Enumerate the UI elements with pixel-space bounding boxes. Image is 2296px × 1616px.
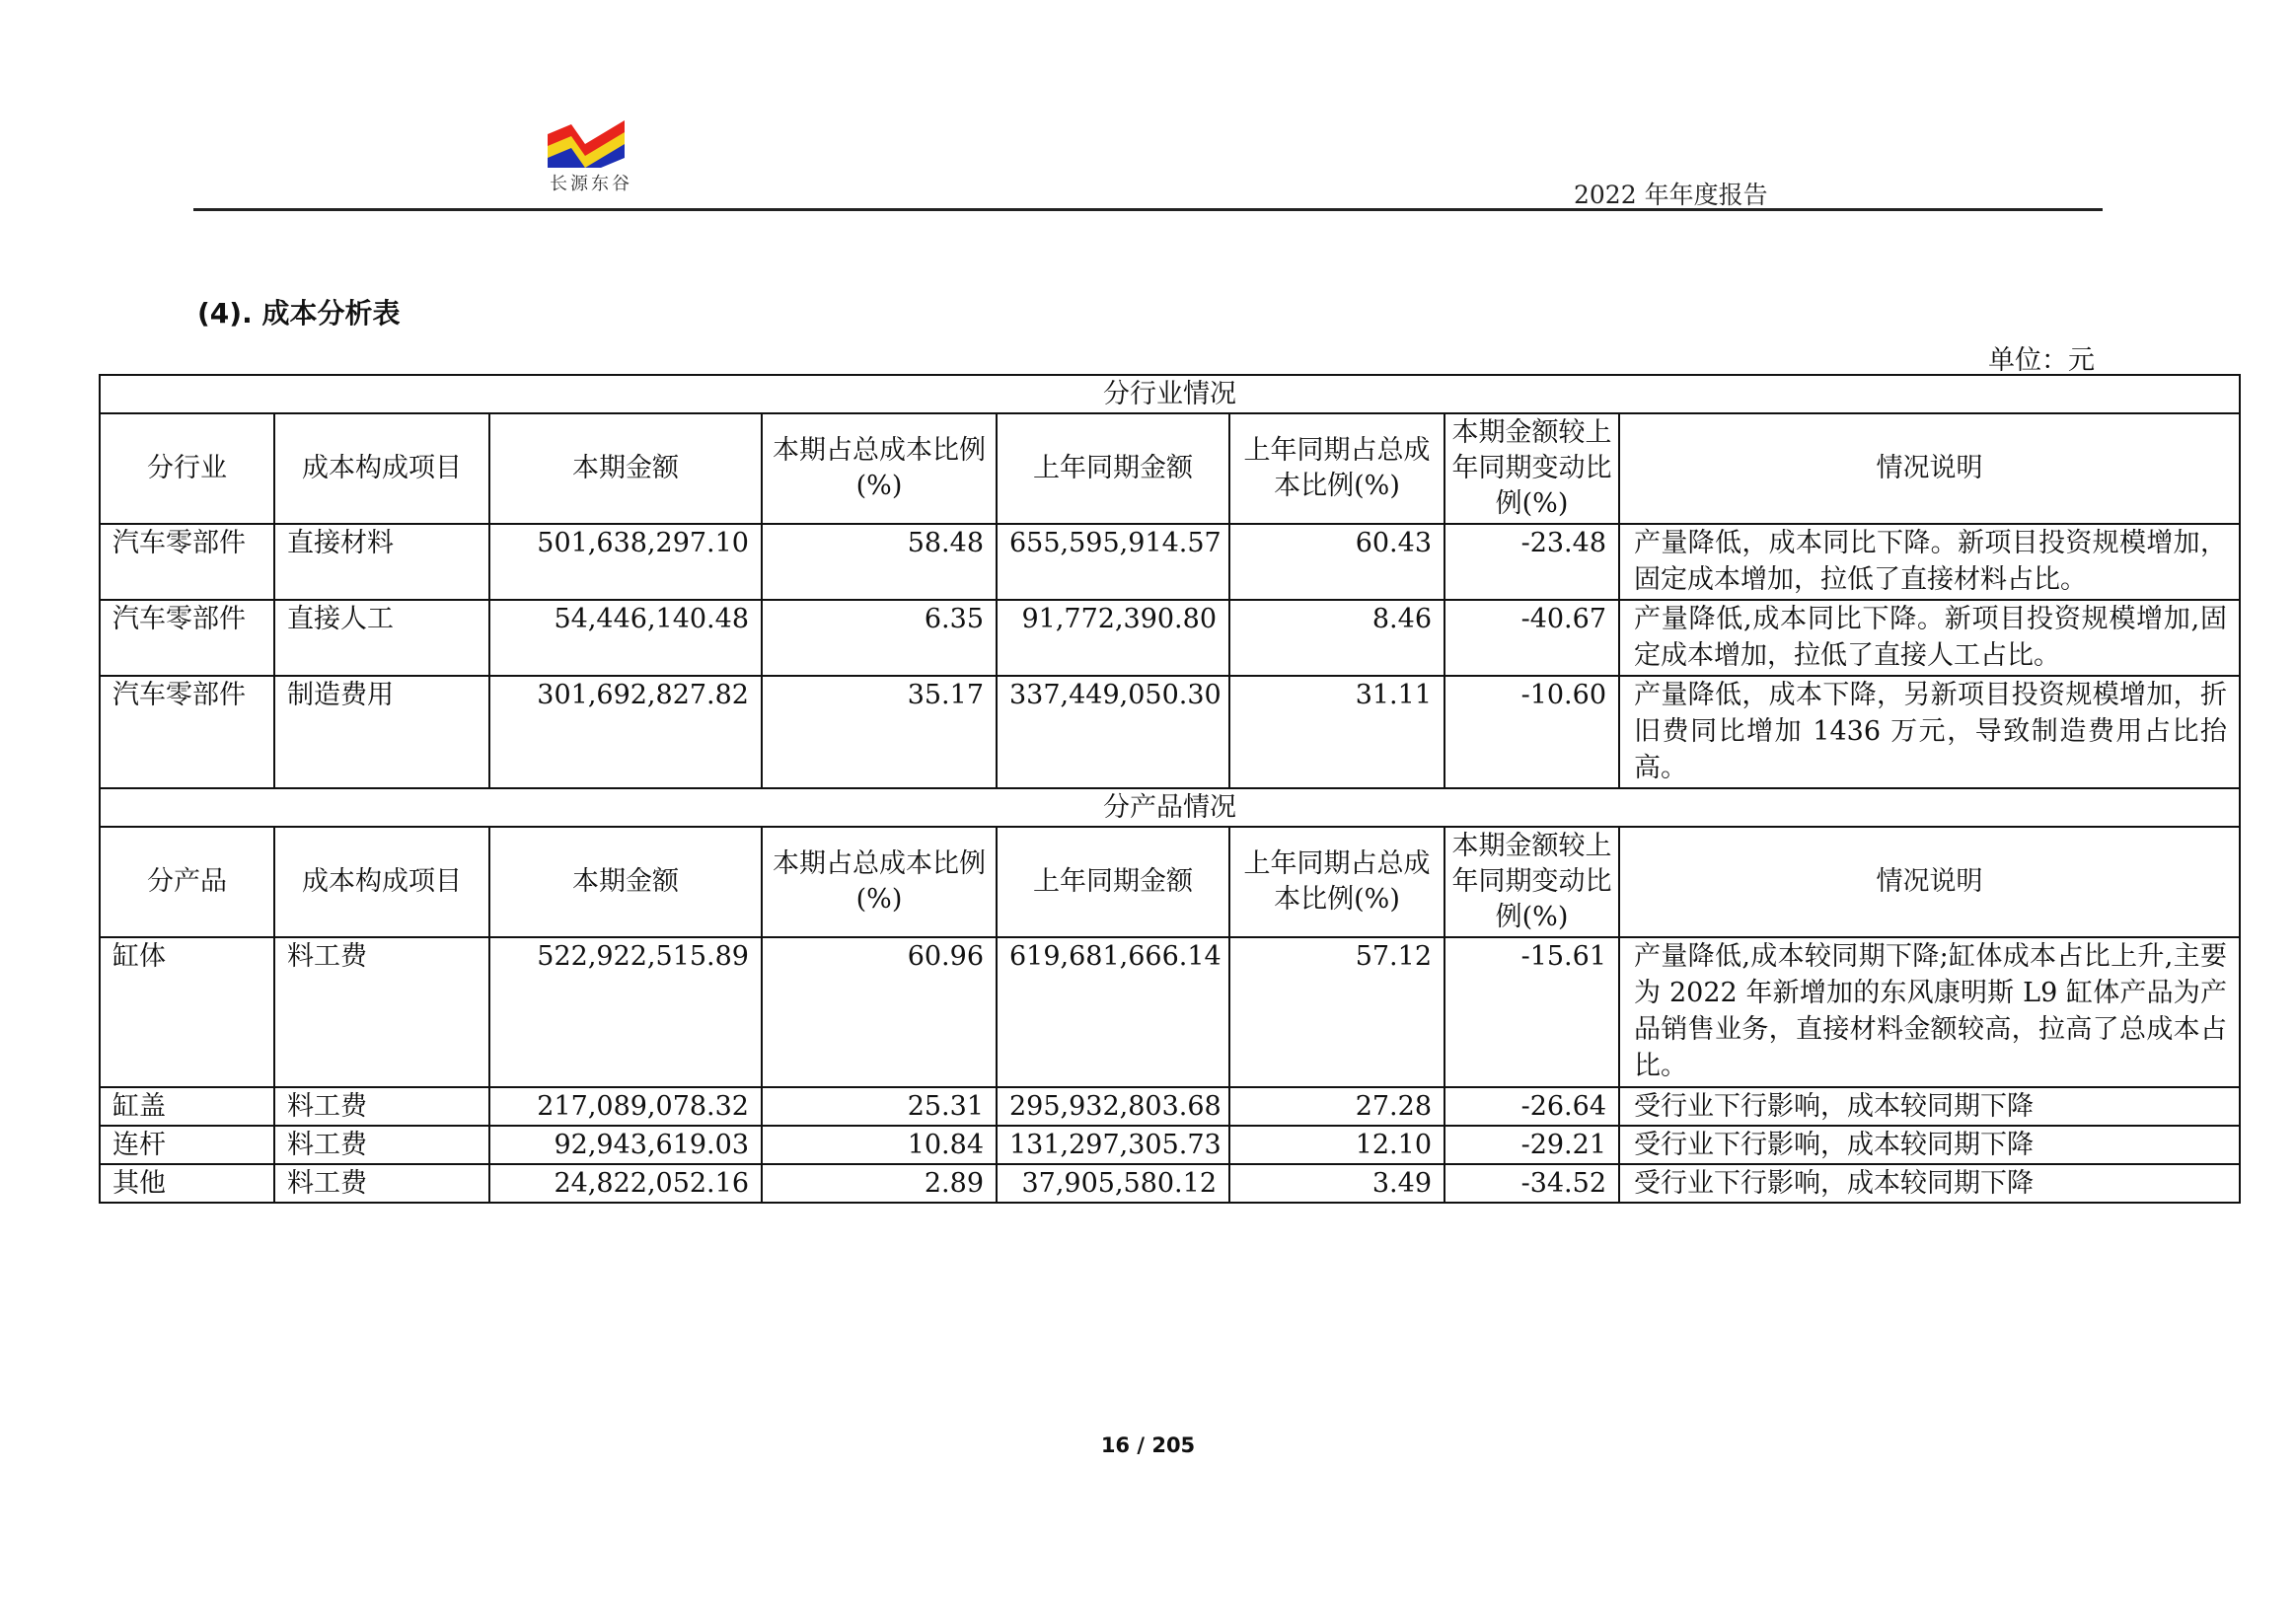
table-cell: 295,932,803.68 — [997, 1087, 1229, 1126]
table-row — [100, 1126, 2240, 1164]
header-cell: 本期金额较上年同期变动比例(%) — [1444, 827, 1619, 937]
table-cell: 汽车零部件 — [100, 524, 274, 600]
table-cell: 受行业下行影响，成本较同期下降 — [1619, 1087, 2240, 1126]
table-cell: 料工费 — [274, 1126, 489, 1164]
table-cell: 6.35 — [762, 600, 997, 676]
table-cell: 91,772,390.80 — [997, 600, 1229, 676]
table-cell: 58.48 — [762, 524, 997, 600]
table-cell: 501,638,297.10 — [489, 524, 762, 600]
table-cell: 制造费用 — [274, 676, 489, 788]
header-cell: 上年同期金额 — [997, 413, 1229, 524]
table-cell: 12.10 — [1229, 1126, 1444, 1164]
industry-group-row — [100, 375, 2240, 413]
table-cell: 10.84 — [762, 1126, 997, 1164]
table-cell: 直接材料 — [274, 524, 489, 600]
industry-group-title: 分行业情况 — [100, 375, 2240, 413]
table-cell: -29.21 — [1444, 1126, 1619, 1164]
table-cell: -26.64 — [1444, 1087, 1619, 1126]
table-cell: -34.52 — [1444, 1164, 1619, 1203]
header-cell: 上年同期占总成本比例(%) — [1229, 413, 1444, 524]
table-cell: 301,692,827.82 — [489, 676, 762, 788]
table-cell: 料工费 — [274, 937, 489, 1087]
header-cell: 本期占总成本比例(%) — [762, 413, 997, 524]
table-cell: 汽车零部件 — [100, 600, 274, 676]
header-divider — [193, 208, 2103, 211]
table-row — [100, 600, 2240, 676]
table-cell: 连杆 — [100, 1126, 274, 1164]
table-row — [100, 937, 2240, 1087]
table-cell: 217,089,078.32 — [489, 1087, 762, 1126]
table-cell: 57.12 — [1229, 937, 1444, 1087]
table-cell: 24,822,052.16 — [489, 1164, 762, 1203]
cost-analysis-table — [99, 374, 2241, 1204]
table-cell: 受行业下行影响，成本较同期下降 — [1619, 1164, 2240, 1203]
table-cell: 27.28 — [1229, 1087, 1444, 1126]
logo-stripes-icon — [546, 116, 627, 168]
header-cell: 上年同期占总成本比例(%) — [1229, 827, 1444, 937]
table-cell: 缸盖 — [100, 1087, 274, 1126]
product-header-row — [100, 827, 2240, 937]
table-cell: 25.31 — [762, 1087, 997, 1126]
table-cell: 3.49 — [1229, 1164, 1444, 1203]
table-cell: 直接人工 — [274, 600, 489, 676]
table-cell: 其他 — [100, 1164, 274, 1203]
table-cell: 35.17 — [762, 676, 997, 788]
table-cell: 655,595,914.57 — [997, 524, 1229, 600]
table-cell: 619,681,666.14 — [997, 937, 1229, 1087]
product-group-row — [100, 788, 2240, 827]
table-row — [100, 1164, 2240, 1203]
page-number: 16 / 205 — [1100, 1433, 1196, 1457]
report-title: 2022 年年度报告 — [1574, 181, 1768, 209]
table-cell: -10.60 — [1444, 676, 1619, 788]
table-row — [100, 676, 2240, 788]
table-cell: -15.61 — [1444, 937, 1619, 1087]
table-cell: 产量降低,成本较同期下降;缸体成本占比上升,主要为 2022 年新增加的东风康明斯 L9 缸体产品为产品销售业务，直接材料金额较高，拉高了总成本占比。 — [1619, 937, 2240, 1087]
header-cell: 本期金额 — [489, 827, 762, 937]
table-cell: -23.48 — [1444, 524, 1619, 600]
table-cell: 522,922,515.89 — [489, 937, 762, 1087]
product-group-title: 分产品情况 — [100, 788, 2240, 827]
table-cell: 37,905,580.12 — [997, 1164, 1229, 1203]
company-logo — [546, 116, 634, 195]
table-cell: 2.89 — [762, 1164, 997, 1203]
unit-label: 单位：元 — [1988, 345, 2095, 376]
table-cell: 汽车零部件 — [100, 676, 274, 788]
table-row — [100, 1087, 2240, 1126]
table-cell: 受行业下行影响，成本较同期下降 — [1619, 1126, 2240, 1164]
header-cell: 本期金额 — [489, 413, 762, 524]
header-cell: 成本构成项目 — [274, 827, 489, 937]
header-cell: 情况说明 — [1619, 413, 2240, 524]
table-cell: 60.43 — [1229, 524, 1444, 600]
table-cell: 131,297,305.73 — [997, 1126, 1229, 1164]
table-cell: 产量降低,成本同比下降。新项目投资规模增加,固定成本增加，拉低了直接人工占比。 — [1619, 600, 2240, 676]
header-cell: 成本构成项目 — [274, 413, 489, 524]
section-title: (4). 成本分析表 — [197, 297, 401, 330]
table-cell: 料工费 — [274, 1087, 489, 1126]
header-cell: 情况说明 — [1619, 827, 2240, 937]
logo-text: 长源东谷 — [550, 174, 632, 194]
header-cell: 分产品 — [100, 827, 274, 937]
table-cell: 8.46 — [1229, 600, 1444, 676]
table-cell: 料工费 — [274, 1164, 489, 1203]
table-cell: 31.11 — [1229, 676, 1444, 788]
table-cell: 337,449,050.30 — [997, 676, 1229, 788]
header-cell: 本期金额较上年同期变动比例(%) — [1444, 413, 1619, 524]
industry-header-row — [100, 413, 2240, 524]
table-row — [100, 524, 2240, 600]
table-cell: 60.96 — [762, 937, 997, 1087]
table-cell: 缸体 — [100, 937, 274, 1087]
table-cell: 54,446,140.48 — [489, 600, 762, 676]
table-cell: 产量降低，成本同比下降。新项目投资规模增加，固定成本增加，拉低了直接材料占比。 — [1619, 524, 2240, 600]
header-cell: 上年同期金额 — [997, 827, 1229, 937]
table-cell: 92,943,619.03 — [489, 1126, 762, 1164]
header-cell: 分行业 — [100, 413, 274, 524]
table-cell: -40.67 — [1444, 600, 1619, 676]
table-cell: 产量降低，成本下降，另新项目投资规模增加，折旧费同比增加 1436 万元，导致制造费用占比抬高。 — [1619, 676, 2240, 788]
header-cell: 本期占总成本比例(%) — [762, 827, 997, 937]
